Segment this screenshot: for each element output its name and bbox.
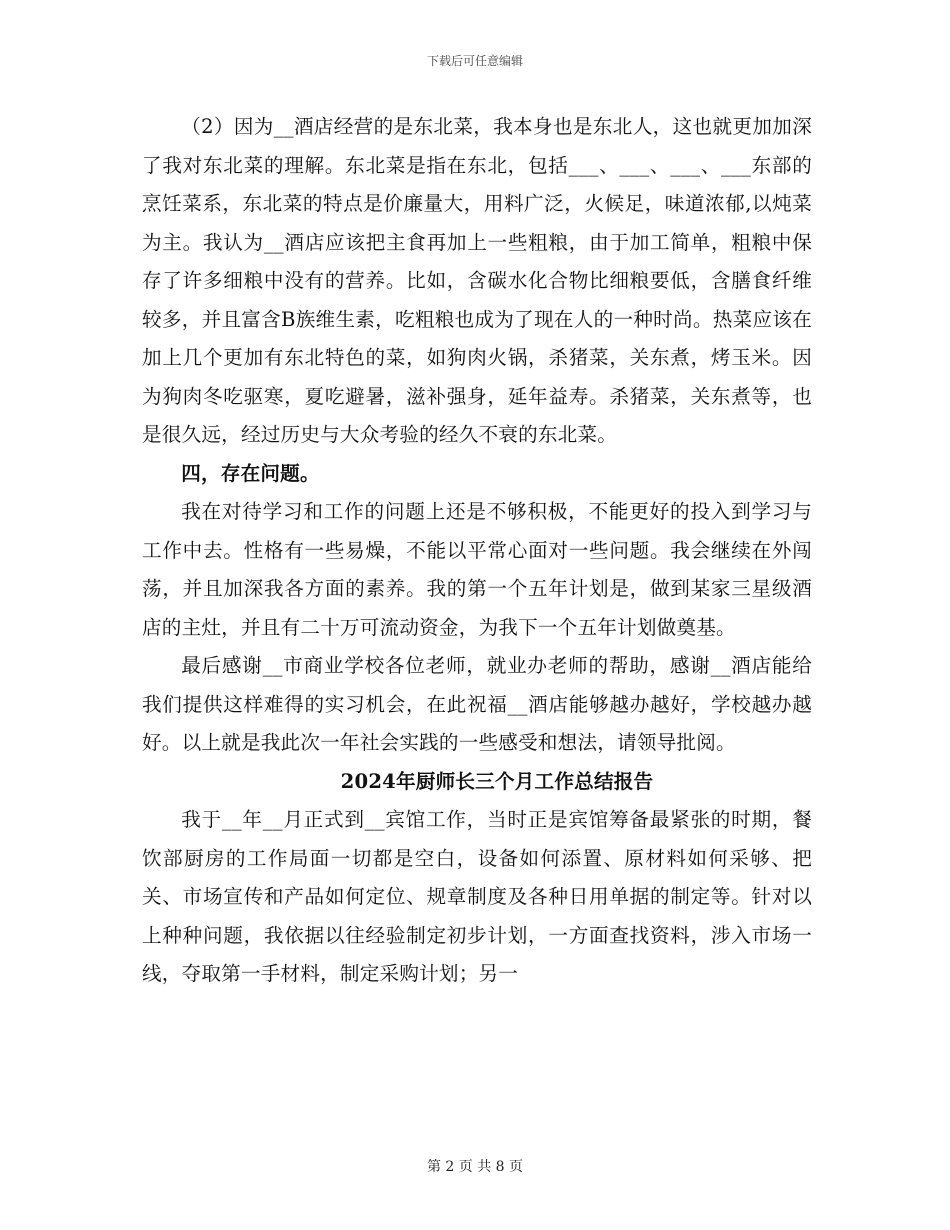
page-header: 下载后可任意编辑 — [426, 54, 523, 68]
paragraph-problems: 我在对待学习和工作的问题上还是不够积极，不能更好的投入到学习与工作中去。性格有一些易燥，不能以平常心面对一些问题。我会继续在外闯荡，并且加深我各方面的素养。我的第一个五年计划是，做到某家三星级酒店的主灶，并且有二十万可流动资金，为我下一个五年计划做奠基。 — [142, 500, 812, 639]
document-body — [142, 108, 812, 994]
paragraph-thanks: 最后感谢__市商业学校各位老师，就业办老师的帮助，感谢__酒店能给我们提供这样难得的实习机会，在此祝福__酒店能够越办越好，学校越办越好。以上就是我此次一年社会实践的一些感受和想法，请领导批阅。 — [142, 654, 812, 754]
paragraph-northeast-cuisine: （2）因为__酒店经营的是东北菜，我本身也是东北人，这也就更加加深了我对东北菜的理解。东北菜是指在东北，包括___、___、___、___东部的烹饪菜系，东北菜的特点是价廉量大，用料广泛，火候足，味道浓郁,以炖菜为主。我认为__酒店应该把主食再加上一些粗粮，由于加工简单，粗粮中保存了许多细粮中没有的营养。比如，含碳水化合物比细粮要低，含膳食纤维较多，并且富含B族维生素，吃粗粮也成为了现在人的一种时尚。热菜应该在加上几个更加有东北特色的菜，如狗肉火锅，杀猪菜，关东煮，烤玉米。因为狗肉冬吃驱寒，夏吃避暑，滋补强身，延年益寿。杀猪菜，关东煮等，也是很久远，经过历史与大众考验的经久不衰的东北菜。 — [142, 115, 812, 446]
section-heading-problems: 四，存在问题。 — [181, 461, 320, 485]
report-title: 2024年厨师长三个月工作总结报告 — [340, 769, 654, 793]
page-footer: 第 2 页 共 8 页 — [426, 1159, 524, 1175]
paragraph-report-start: 我于__年__月正式到__宾馆工作，当时正是宾馆筹备最紧张的时期，餐饮部厨房的工作局面一切都是空白，设备如何添置、原材料如何采够、把关、市场宣传和产品如何定位、规章制度及各种日用单据的制定等。针对以上种种问题，我依据以往经验制定初步计划，一方面查找资料，涉入市场一线，夺取第一手材料，制定采购计划；另一 — [142, 808, 812, 985]
